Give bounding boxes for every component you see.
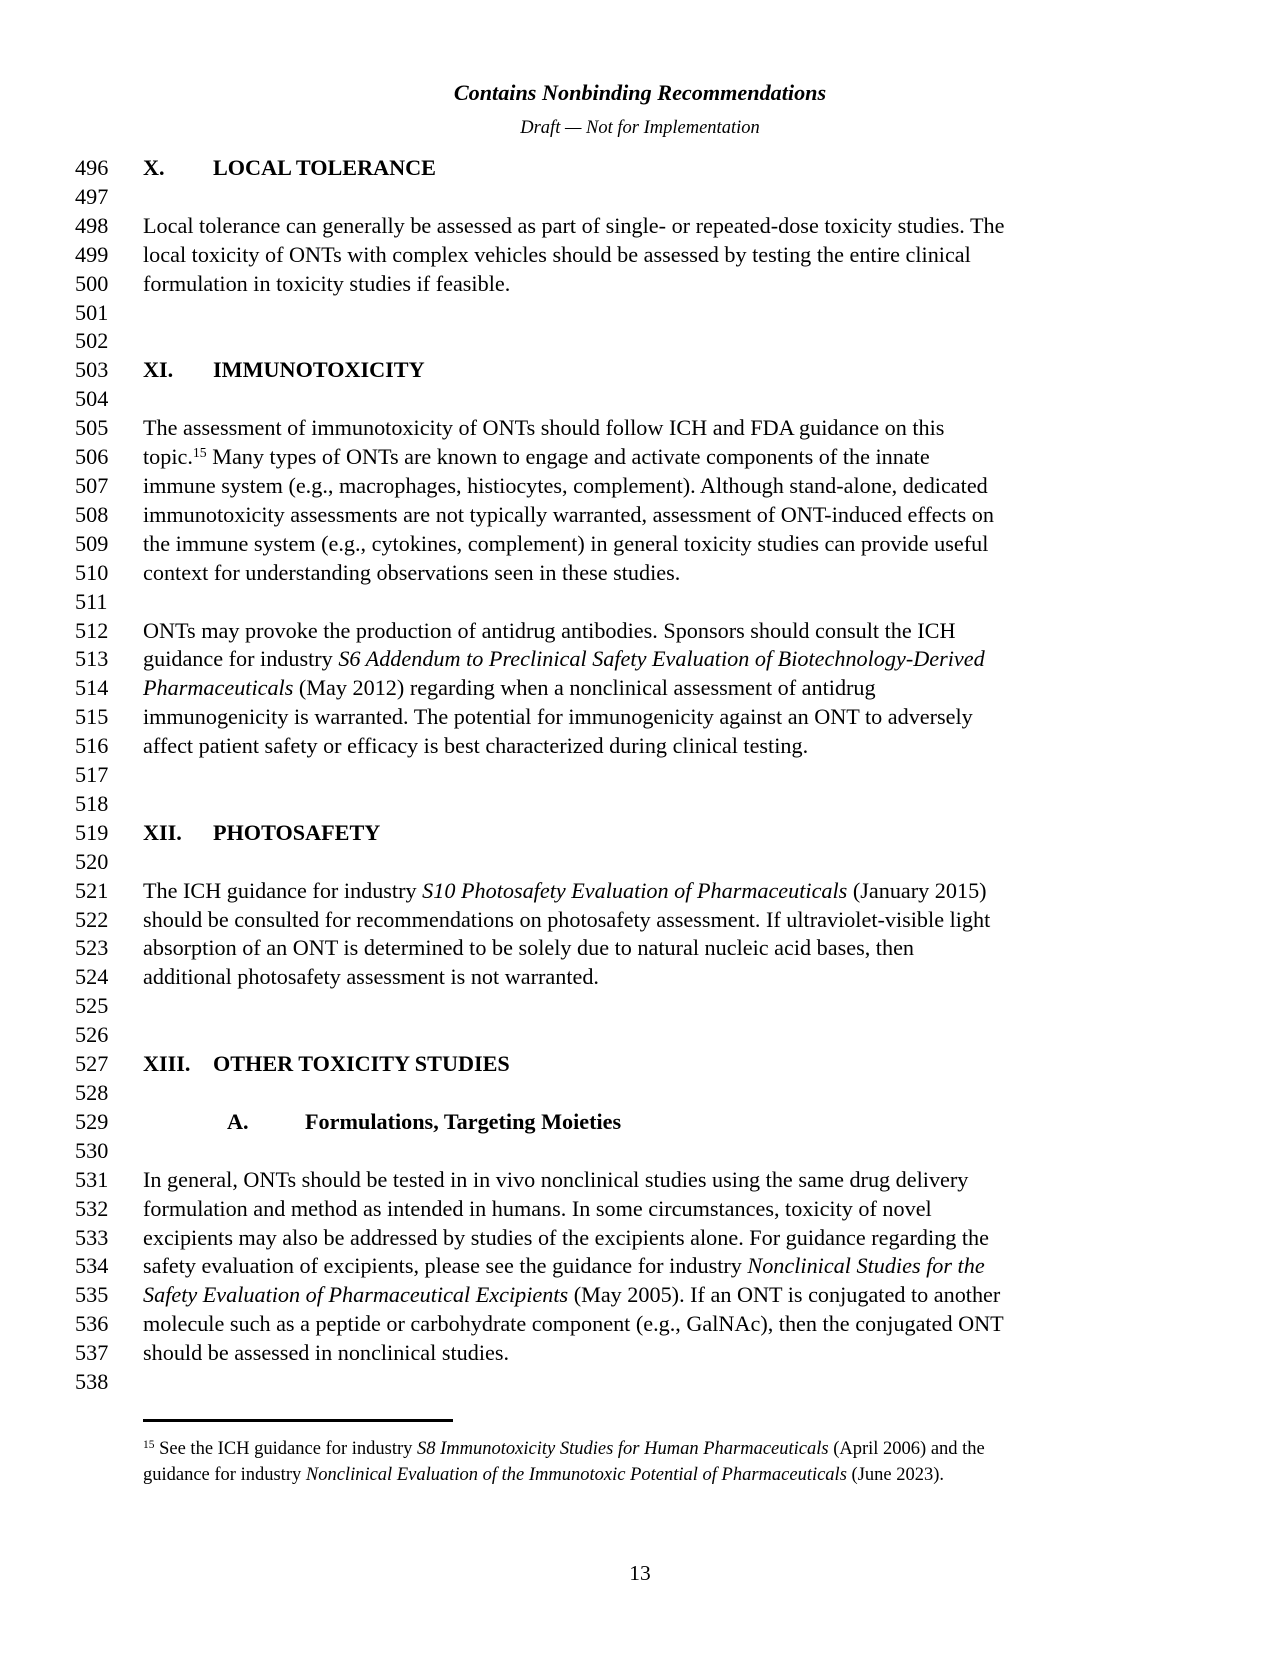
line-text [143,1108,1280,1137]
line-number: 515 [75,704,109,730]
line-text [143,877,1280,906]
document-line [0,1137,1280,1166]
line-text [143,154,1280,183]
text-segment: excipients may also be addressed by studies of the excipients alone. For guidance regarding the [143,1224,989,1250]
heading-label: X. [143,155,165,180]
footnote-separator-rule [143,1419,453,1422]
line-number: 506 [75,444,109,470]
text-segment: Many types of ONTs are known to engage and activate components of the innate [206,444,930,470]
document-line [0,963,1280,992]
text-segment: See the ICH guidance for industry [154,1439,418,1459]
line-number: 512 [75,617,109,643]
line-text [143,1195,1280,1224]
line-number: 519 [75,819,109,845]
document-line [0,1281,1280,1310]
document-line [0,327,1280,356]
document-line [0,299,1280,328]
line-text [143,1224,1280,1253]
line-number: 530 [75,1137,109,1163]
heading-label: XI. [143,357,174,383]
line-text [143,1252,1280,1281]
text-segment: affect patient safety or efficacy is best characterized during clinical testing. [143,733,809,759]
line-number: 522 [75,906,109,932]
text-segment: Local tolerance can generally be assessed as part of single- or repeated-dose toxicity studies. The [143,212,1005,238]
document-line [0,645,1280,674]
line-number: 536 [75,1311,109,1337]
line-text [143,963,1280,992]
line-number: 532 [75,1195,109,1221]
line-number: 509 [75,530,109,556]
line-text [143,559,1280,588]
document-line [0,1339,1280,1368]
line-number: 503 [75,357,109,383]
line-text [143,1050,1280,1079]
text-segment: (January 2015) [847,877,987,903]
text-segment: guidance for industry [143,646,339,672]
text-segment: In general, ONTs should be tested in in vivo nonclinical studies using the same drug delivery [143,1166,969,1192]
text-segment: Pharmaceuticals [143,675,294,701]
line-number: 533 [75,1224,109,1250]
text-segment: topic. [143,444,193,470]
document-line [0,530,1280,559]
footnote-reference: 15 [143,1439,155,1452]
document-line [0,356,1280,385]
line-text [143,1166,1280,1195]
document-line [0,906,1280,935]
document-line [0,848,1280,877]
line-number: 529 [75,1108,109,1134]
line-text [143,1339,1280,1368]
line-number: 507 [75,472,109,498]
line-number: 520 [75,848,109,874]
document-line [0,703,1280,732]
document-line [0,1079,1280,1108]
footnote-line [143,1462,1137,1488]
document-line [0,385,1280,414]
document-line [0,761,1280,790]
document-line [0,270,1280,299]
line-number: 496 [75,155,109,180]
line-number: 518 [75,790,109,816]
footnote [143,1419,1137,1488]
document-line [0,819,1280,848]
line-number: 517 [75,762,109,788]
line-text [143,1310,1280,1339]
document-line [0,934,1280,963]
footnote-line [143,1436,1137,1462]
page-number: 13 [629,1561,651,1585]
document-line [0,617,1280,646]
line-text [143,443,1280,472]
text-segment: S8 Immunotoxicity Studies for Human Pharmaceuticals [417,1439,829,1459]
document-line [0,559,1280,588]
line-number: 510 [75,559,109,585]
line-text [143,270,1280,299]
line-text [143,414,1280,443]
heading-label: XII. [143,819,182,845]
text-segment: local toxicity of ONTs with complex vehicles should be assessed by testing the entire clinical [143,241,971,267]
heading-title: IMMUNOTOXICITY [213,357,425,383]
line-text [143,241,1280,270]
document-line [0,472,1280,501]
document-line [0,1368,1280,1397]
text-segment: immunotoxicity assessments are not typically warranted, assessment of ONT-induced effects on [143,501,994,527]
line-number: 504 [75,386,109,412]
text-segment: context for understanding observations seen in these studies. [143,559,681,585]
line-text [143,1281,1280,1310]
line-text [143,472,1280,501]
line-number: 513 [75,646,109,672]
line-text [143,356,1280,385]
header-subtitle: Draft — Not for Implementation [520,118,760,138]
line-text [143,906,1280,935]
document-line [0,183,1280,212]
heading-label: A. [227,1108,249,1134]
document-line [0,1108,1280,1137]
line-number: 523 [75,935,109,961]
text-segment: additional photosafety assessment is not warranted. [143,964,599,990]
line-text [143,212,1280,241]
line-number: 511 [75,588,108,614]
text-segment: (June 2023). [846,1465,945,1485]
text-segment: ONTs may provoke the production of antidrug antibodies. Sponsors should consult the ICH [143,617,956,643]
line-number: 528 [75,1080,109,1105]
text-segment: Nonclinical Evaluation of the Immunotoxic Potential of Pharmaceuticals [305,1465,847,1485]
line-number: 497 [75,183,109,209]
line-number: 508 [75,501,109,527]
heading-title: PHOTOSAFETY [213,819,381,845]
line-number: 535 [75,1282,109,1308]
line-number: 534 [75,1253,109,1279]
line-number: 538 [75,1369,109,1395]
line-text [143,732,1280,761]
text-segment: Safety Evaluation of Pharmaceutical Excipients [143,1282,569,1308]
document-line [0,1050,1280,1079]
text-segment: (April 2006) and the [828,1439,985,1459]
text-segment: guidance for industry [143,1465,306,1485]
heading-title: Formulations, Targeting Moieties [305,1108,622,1134]
line-text [143,645,1280,674]
line-number: 537 [75,1340,109,1366]
document-line [0,1195,1280,1224]
line-number: 499 [75,241,109,267]
line-number: 498 [75,212,109,238]
document-line [0,1166,1280,1195]
document-line [0,1224,1280,1253]
text-segment: S6 Addendum to Preclinical Safety Evaluation of Biotechnology-Derived [338,646,985,672]
line-number: 521 [75,877,109,903]
document-line [0,877,1280,906]
line-text [143,617,1280,646]
text-segment: absorption of an ONT is determined to be solely due to natural nucleic acid bases, then [143,935,915,961]
text-segment: safety evaluation of excipients, please see the guidance for industry [143,1253,748,1279]
text-segment: formulation in toxicity studies if feasible. [143,270,511,296]
text-segment: (May 2012) regarding when a nonclinical assessment of antidrug [293,675,876,701]
heading-title: OTHER TOXICITY STUDIES [213,1051,510,1077]
document-line [0,992,1280,1021]
document-line [0,1310,1280,1339]
text-segment: immune system (e.g., macrophages, histiocytes, complement). Although stand-alone, dedicated [143,472,988,498]
line-text [143,674,1280,703]
line-number: 514 [75,675,109,701]
text-segment: should be assessed in nonclinical studies. [143,1340,510,1366]
document-line [0,1021,1280,1050]
line-number: 501 [75,299,109,325]
footnote-reference: 15 [192,445,207,461]
line-number: 526 [75,1022,109,1048]
document-line [0,443,1280,472]
line-text [143,530,1280,559]
numbered-lines [0,154,1280,1397]
document-line [0,212,1280,241]
text-segment: the immune system (e.g., cytokines, complement) in general toxicity studies can provide useful [143,530,989,556]
text-segment: The ICH guidance for industry [143,877,423,903]
document-line [0,674,1280,703]
line-number: 505 [75,415,109,441]
line-number: 525 [75,993,109,1019]
text-segment: Nonclinical Studies for the [747,1253,985,1279]
line-text [143,819,1280,848]
document-line [0,414,1280,443]
text-segment: formulation and method as intended in humans. In some circumstances, toxicity of novel [143,1195,932,1221]
document-line [0,790,1280,819]
line-number: 527 [75,1051,109,1077]
document-line [0,501,1280,530]
text-segment: S10 Photosafety Evaluation of Pharmaceuticals [422,877,848,903]
text-segment: molecule such as a peptide or carbohydrate component (e.g., GalNAc), then the conjugated ONT [143,1311,1004,1337]
line-number: 500 [75,270,109,296]
heading-label: XIII. [143,1051,191,1077]
text-segment: should be consulted for recommendations on photosafety assessment. If ultraviolet-visible light [143,906,991,932]
footnote-text [143,1436,1137,1488]
text-segment: The assessment of immunotoxicity of ONTs should follow ICH and FDA guidance on this [143,415,945,441]
document-line [0,732,1280,761]
heading-title: LOCAL TOLERANCE [213,155,436,180]
document-line [0,241,1280,270]
text-segment: immunogenicity is warranted. The potential for immunogenicity against an ONT to adversely [143,704,973,730]
line-text [143,934,1280,963]
text-segment: (May 2005). If an ONT is conjugated to another [568,1282,1001,1308]
line-text [143,501,1280,530]
document-line [0,588,1280,617]
line-text [143,703,1280,732]
line-number: 502 [75,328,109,354]
header-title: Contains Nonbinding Recommendations [453,80,827,105]
document-line [0,1252,1280,1281]
document-line [0,154,1280,183]
line-number: 516 [75,733,109,759]
line-number: 531 [75,1166,109,1192]
line-number: 524 [75,964,109,990]
